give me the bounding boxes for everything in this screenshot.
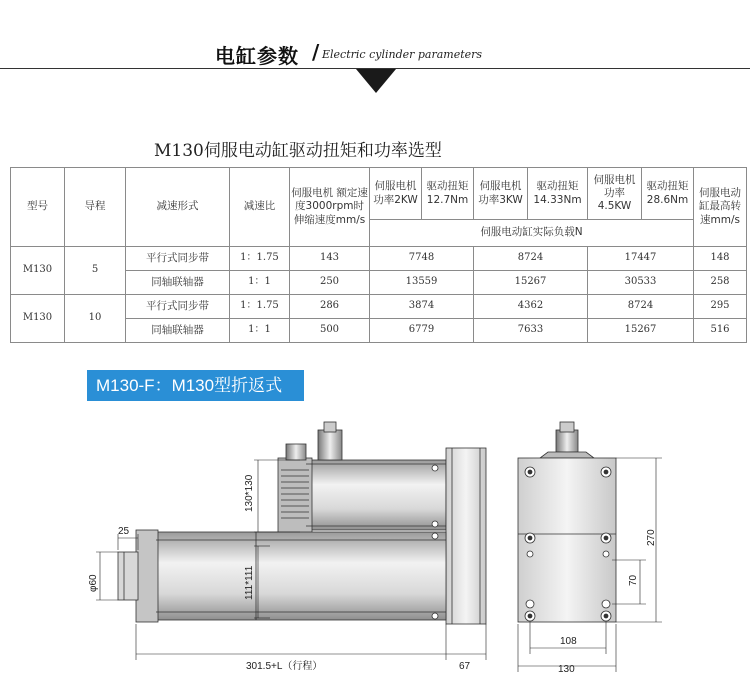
- section-subtitle: Electric cylinder parameters: [322, 48, 483, 61]
- cell-ratio: 1：1: [230, 319, 290, 343]
- side-view: [118, 422, 486, 624]
- cell-ratio: 1：1.75: [230, 295, 290, 319]
- motor-connector-cap: [324, 422, 336, 432]
- section-title: 电缸参数: [215, 44, 299, 68]
- cell-reduction-type: 同轴联轴器: [126, 319, 230, 343]
- header-torque-3kw: 驱动扭矩14.33Nm: [528, 168, 588, 220]
- header-torque-45kw: 驱动扭矩28.6Nm: [642, 168, 694, 220]
- header-ratio: 减速比: [230, 168, 290, 247]
- dim-130x130: 130*130: [244, 474, 255, 512]
- cell-reduction-type: 平行式同步带: [126, 295, 230, 319]
- cell-load-3kw: 7633: [474, 319, 588, 343]
- dim-130: 130: [558, 664, 575, 675]
- cell-speed: 286: [290, 295, 370, 319]
- cell-speed: 500: [290, 319, 370, 343]
- cell-load-3kw: 8724: [474, 247, 588, 271]
- technical-drawing: [0, 410, 750, 695]
- cell-load-2kw: 6779: [370, 319, 474, 343]
- piston-rod: [118, 552, 138, 600]
- dim-stroke: 301.5+L（行程）: [246, 661, 323, 672]
- cell-max-speed: 295: [694, 295, 747, 319]
- cell-max-speed: 516: [694, 319, 747, 343]
- cell-reduction-type: 平行式同步带: [126, 247, 230, 271]
- cell-load-2kw: 7748: [370, 247, 474, 271]
- cell-load-2kw: 13559: [370, 271, 474, 295]
- cell-load-45kw: 15267: [588, 319, 694, 343]
- dim-25: 25: [118, 526, 130, 537]
- cell-load-45kw: 30533: [588, 271, 694, 295]
- cell-max-speed: 258: [694, 271, 747, 295]
- header-max-speed: 伺服电动缸最高转速mm/s: [694, 168, 747, 247]
- header-power-2kw: 伺服电机功率2KW: [370, 168, 422, 220]
- table-row: [11, 247, 747, 271]
- motor-body: [306, 460, 446, 530]
- header-actual-load: 伺服电动缸实际负载N: [370, 220, 694, 247]
- dim-70: 70: [628, 574, 639, 586]
- header-power-45kw: 伺服电机功率4.5KW: [588, 168, 642, 220]
- cell-model: M130: [11, 295, 65, 343]
- dim-108: 108: [560, 636, 577, 647]
- header-model: 型号: [11, 168, 65, 247]
- cell-lead: 10: [65, 295, 126, 343]
- table-title: M130伺服电动缸驱动扭矩和功率选型: [154, 141, 442, 161]
- cell-load-3kw: 4362: [474, 295, 588, 319]
- cell-max-speed: 148: [694, 247, 747, 271]
- table-row: [11, 295, 747, 319]
- dim-phi60: φ60: [88, 574, 99, 592]
- header-motor-speed: 伺服电机 额定速度3000rpm时伸缩速度mm/s: [290, 168, 370, 247]
- header-lead: 导程: [65, 168, 126, 247]
- cell-load-45kw: 17447: [588, 247, 694, 271]
- dim-67: 67: [459, 661, 471, 672]
- cell-ratio: 1：1: [230, 271, 290, 295]
- cell-load-45kw: 8724: [588, 295, 694, 319]
- cell-speed: 143: [290, 247, 370, 271]
- cell-load-3kw: 15267: [474, 271, 588, 295]
- spec-table: [10, 167, 747, 343]
- end-view-connector: [556, 430, 578, 452]
- cell-load-2kw: 3874: [370, 295, 474, 319]
- header-arrow-down-icon: [356, 69, 396, 93]
- end-view: [518, 422, 616, 622]
- motor-connector-b: [318, 430, 342, 460]
- header-reduction-type: 减速形式: [126, 168, 230, 247]
- cell-lead: 5: [65, 247, 126, 295]
- model-banner: M130-F：M130型折返式: [87, 370, 304, 401]
- cell-reduction-type: 同轴联轴器: [126, 271, 230, 295]
- section-header: [0, 0, 750, 68]
- cell-model: M130: [11, 247, 65, 295]
- front-flange: [136, 530, 158, 622]
- header-power-3kw: 伺服电机功率3KW: [474, 168, 528, 220]
- header-torque-2kw: 驱动扭矩12.7Nm: [422, 168, 474, 220]
- dim-111x111: 111*111: [244, 565, 255, 600]
- section-title-separator: /: [312, 40, 320, 64]
- motor-flange: [278, 458, 312, 534]
- dim-270: 270: [646, 529, 657, 546]
- cell-speed: 250: [290, 271, 370, 295]
- motor-connector-a: [286, 444, 306, 460]
- cylinder-body: [156, 532, 446, 620]
- cell-ratio: 1：1.75: [230, 247, 290, 271]
